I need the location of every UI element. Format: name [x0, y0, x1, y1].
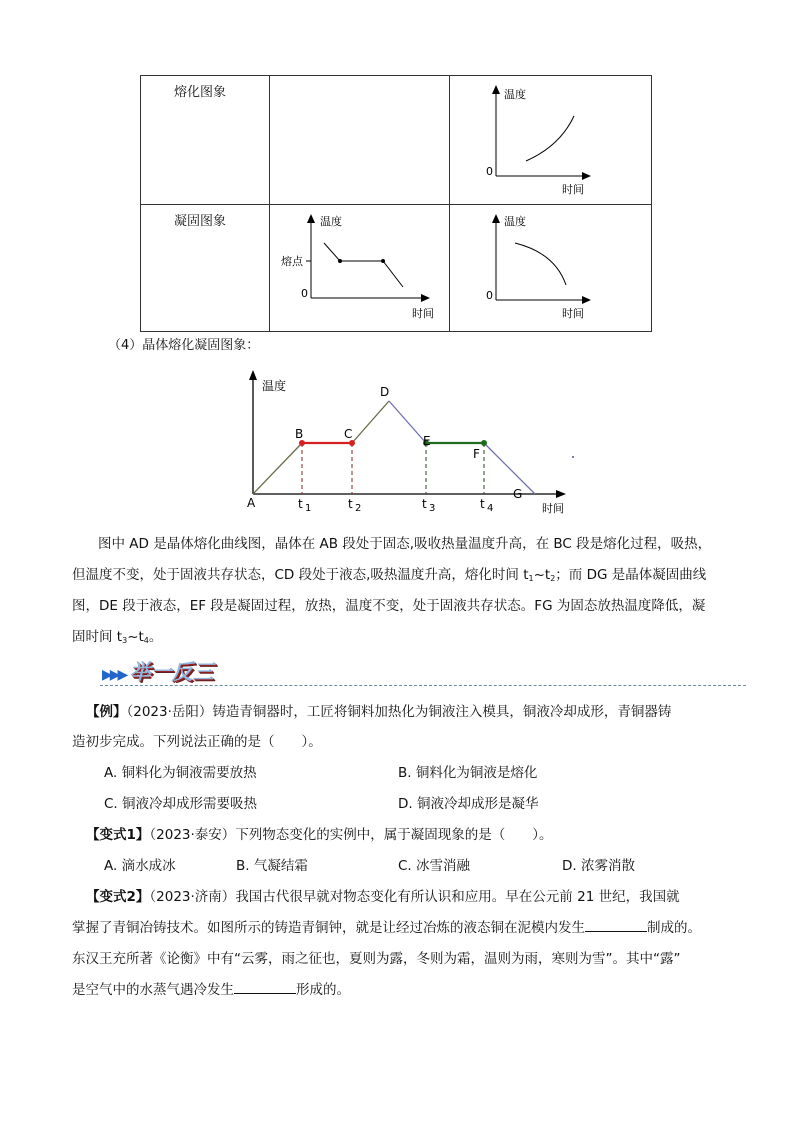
svg-text:D: D: [380, 385, 390, 399]
svg-text:t: t: [348, 497, 353, 511]
section-banner: ▶▶▶ 举一反三: [102, 660, 214, 684]
segment-FG: [484, 443, 535, 494]
segment-AB: [253, 443, 302, 494]
svg-text:温度: 温度: [504, 88, 526, 101]
variant-2-question: 【变式2】（2023·济南）我国古代很早就对物态变化有所认识和应用。早在公元前 21 世纪，我国就: [86, 889, 680, 905]
svg-text:2: 2: [355, 503, 362, 514]
svg-text:E: E: [423, 434, 431, 448]
table-cell: [450, 76, 652, 205]
crystal-solidification-graph: [270, 205, 448, 327]
row-label-melting: 熔化图象: [174, 85, 227, 100]
variant1-option-c: C. 冰雪消融: [398, 858, 471, 874]
amorphous-melting-graph: [450, 76, 650, 200]
table-cell-empty: [270, 76, 450, 205]
variant-1-question: 【变式1】（2023·泰安）下列物态变化的实例中，属于凝固现象的是（ ）。: [86, 827, 553, 843]
svg-text:F: F: [473, 447, 480, 461]
variant1-option-b: B. 气凝结霜: [236, 858, 308, 874]
svg-text:0: 0: [301, 287, 308, 300]
svg-text:t: t: [422, 497, 427, 511]
svg-text:时间: 时间: [412, 307, 434, 320]
svg-text:0: 0: [486, 165, 493, 178]
svg-text:t: t: [298, 497, 303, 511]
arrow-icon: ▶▶▶: [102, 667, 126, 683]
melting-solidification-table: [140, 75, 652, 332]
table-cell: [450, 205, 652, 332]
variant1-option-a: A. 滴水成冰: [104, 858, 176, 874]
row-label-solidification: 凝固图象: [174, 214, 227, 229]
svg-text:G: G: [513, 487, 523, 501]
answer-blank-1[interactable]: [585, 919, 647, 932]
svg-text:0: 0: [486, 289, 493, 302]
svg-text:温度: 温度: [320, 215, 342, 228]
crystal-melting-solidification-chart: [230, 360, 590, 520]
svg-text:3: 3: [429, 503, 436, 514]
svg-text:4: 4: [487, 503, 494, 514]
svg-text:t: t: [480, 497, 485, 511]
svg-text:C: C: [344, 427, 353, 441]
y-axis-label: 温度: [262, 379, 287, 393]
svg-text:时间: 时间: [562, 183, 584, 196]
document-page: 熔化图象 温度 0 时间 凝固图象 温度 熔点 0 时间 温度 0 时间 （4）晶体熔化凝固图象： 温度 时间 A B C D E F G t 1 t 2 t 3 t 4 图中 AD 是晶体熔化曲线图，晶体在 AB 段处于固态,吸收热量温度升高，在 BC 段是熔化过程，吸热， 但温度不变，处于固液共存状态，CD 段处于液态,吸热温度升高，熔化时间 $t_1\sim t_2$；而 DG 是晶体凝固曲线 图，DE 段于液态，EF 段是凝固过程，放热，温度不变，处于固液共存状态。FG 为固态放热温度降低，凝 固时间 $t_3\sim t_4$。 ▶▶▶ 举一反三 【例】（2023·岳阳）铸造青铜器时，工匠将铜料加热化为铜液注入模具，铜液冷却成形，青铜器铸 造初步完成。下列说法正确的是（ ）。 A. 铜料化为铜液需要放热 B. 铜料化为铜液是熔化 C. 铜液冷却成形需要吸热 D. 铜液冷却成形是凝华 【变式1】（2023·泰安）下列物态变化的实例中，属于凝固现象的是（ ）。 A. 滴水成冰 B. 气凝结霜 C. 冰雪消融 D. 浓雾消散 【变式2】（2023·济南）我国古代很早就对物态变化有所认识和应用。早在公元前 21 世纪，我国就 掌握了青铜冶铸技术。如图所示的铸造青铜钟，就是让经过冶炼的液态铜在泥模内发生 制成的。 东汉王充所著《论衡》中有“云雾，雨之征也，夏则为露，冬则为霜，温则为雨，寒则为雪”。其中“露” 是空气中的水蒸气遇冷发生 形成的。: [0, 0, 794, 1123]
svg-text:A: A: [247, 496, 256, 510]
table-cell: [270, 205, 450, 332]
svg-text:时间: 时间: [562, 307, 584, 320]
svg-text:熔点: 熔点: [281, 255, 303, 268]
segment-CD: [352, 401, 389, 443]
answer-blank-2[interactable]: [234, 981, 296, 994]
x-axis-label: 时间: [542, 502, 564, 515]
option-b: B. 铜料化为铜液是熔化: [398, 765, 538, 781]
svg-text:1: 1: [305, 503, 312, 514]
svg-text:B: B: [295, 427, 304, 441]
divider: [100, 685, 746, 686]
table-cell: [141, 205, 270, 332]
segment-DE: [389, 401, 426, 443]
option-a: A. 铜料化为铜液需要放热: [104, 765, 257, 781]
svg-text:温度: 温度: [504, 215, 526, 228]
option-c: C. 铜液冷却成形需要吸热: [104, 796, 258, 812]
section-4-title: （4）晶体熔化凝固图象：: [108, 338, 260, 353]
table-cell: [141, 76, 270, 205]
example-question: 【例】（2023·岳阳）铸造青铜器时，工匠将铜料加热化为铜液注入模具，铜液冷却成形，青铜器铸: [86, 704, 672, 720]
option-d: D. 铜液冷却成形是凝华: [398, 796, 539, 812]
variant1-option-d: D. 浓雾消散: [562, 858, 635, 874]
amorphous-solidification-graph: [450, 205, 650, 327]
